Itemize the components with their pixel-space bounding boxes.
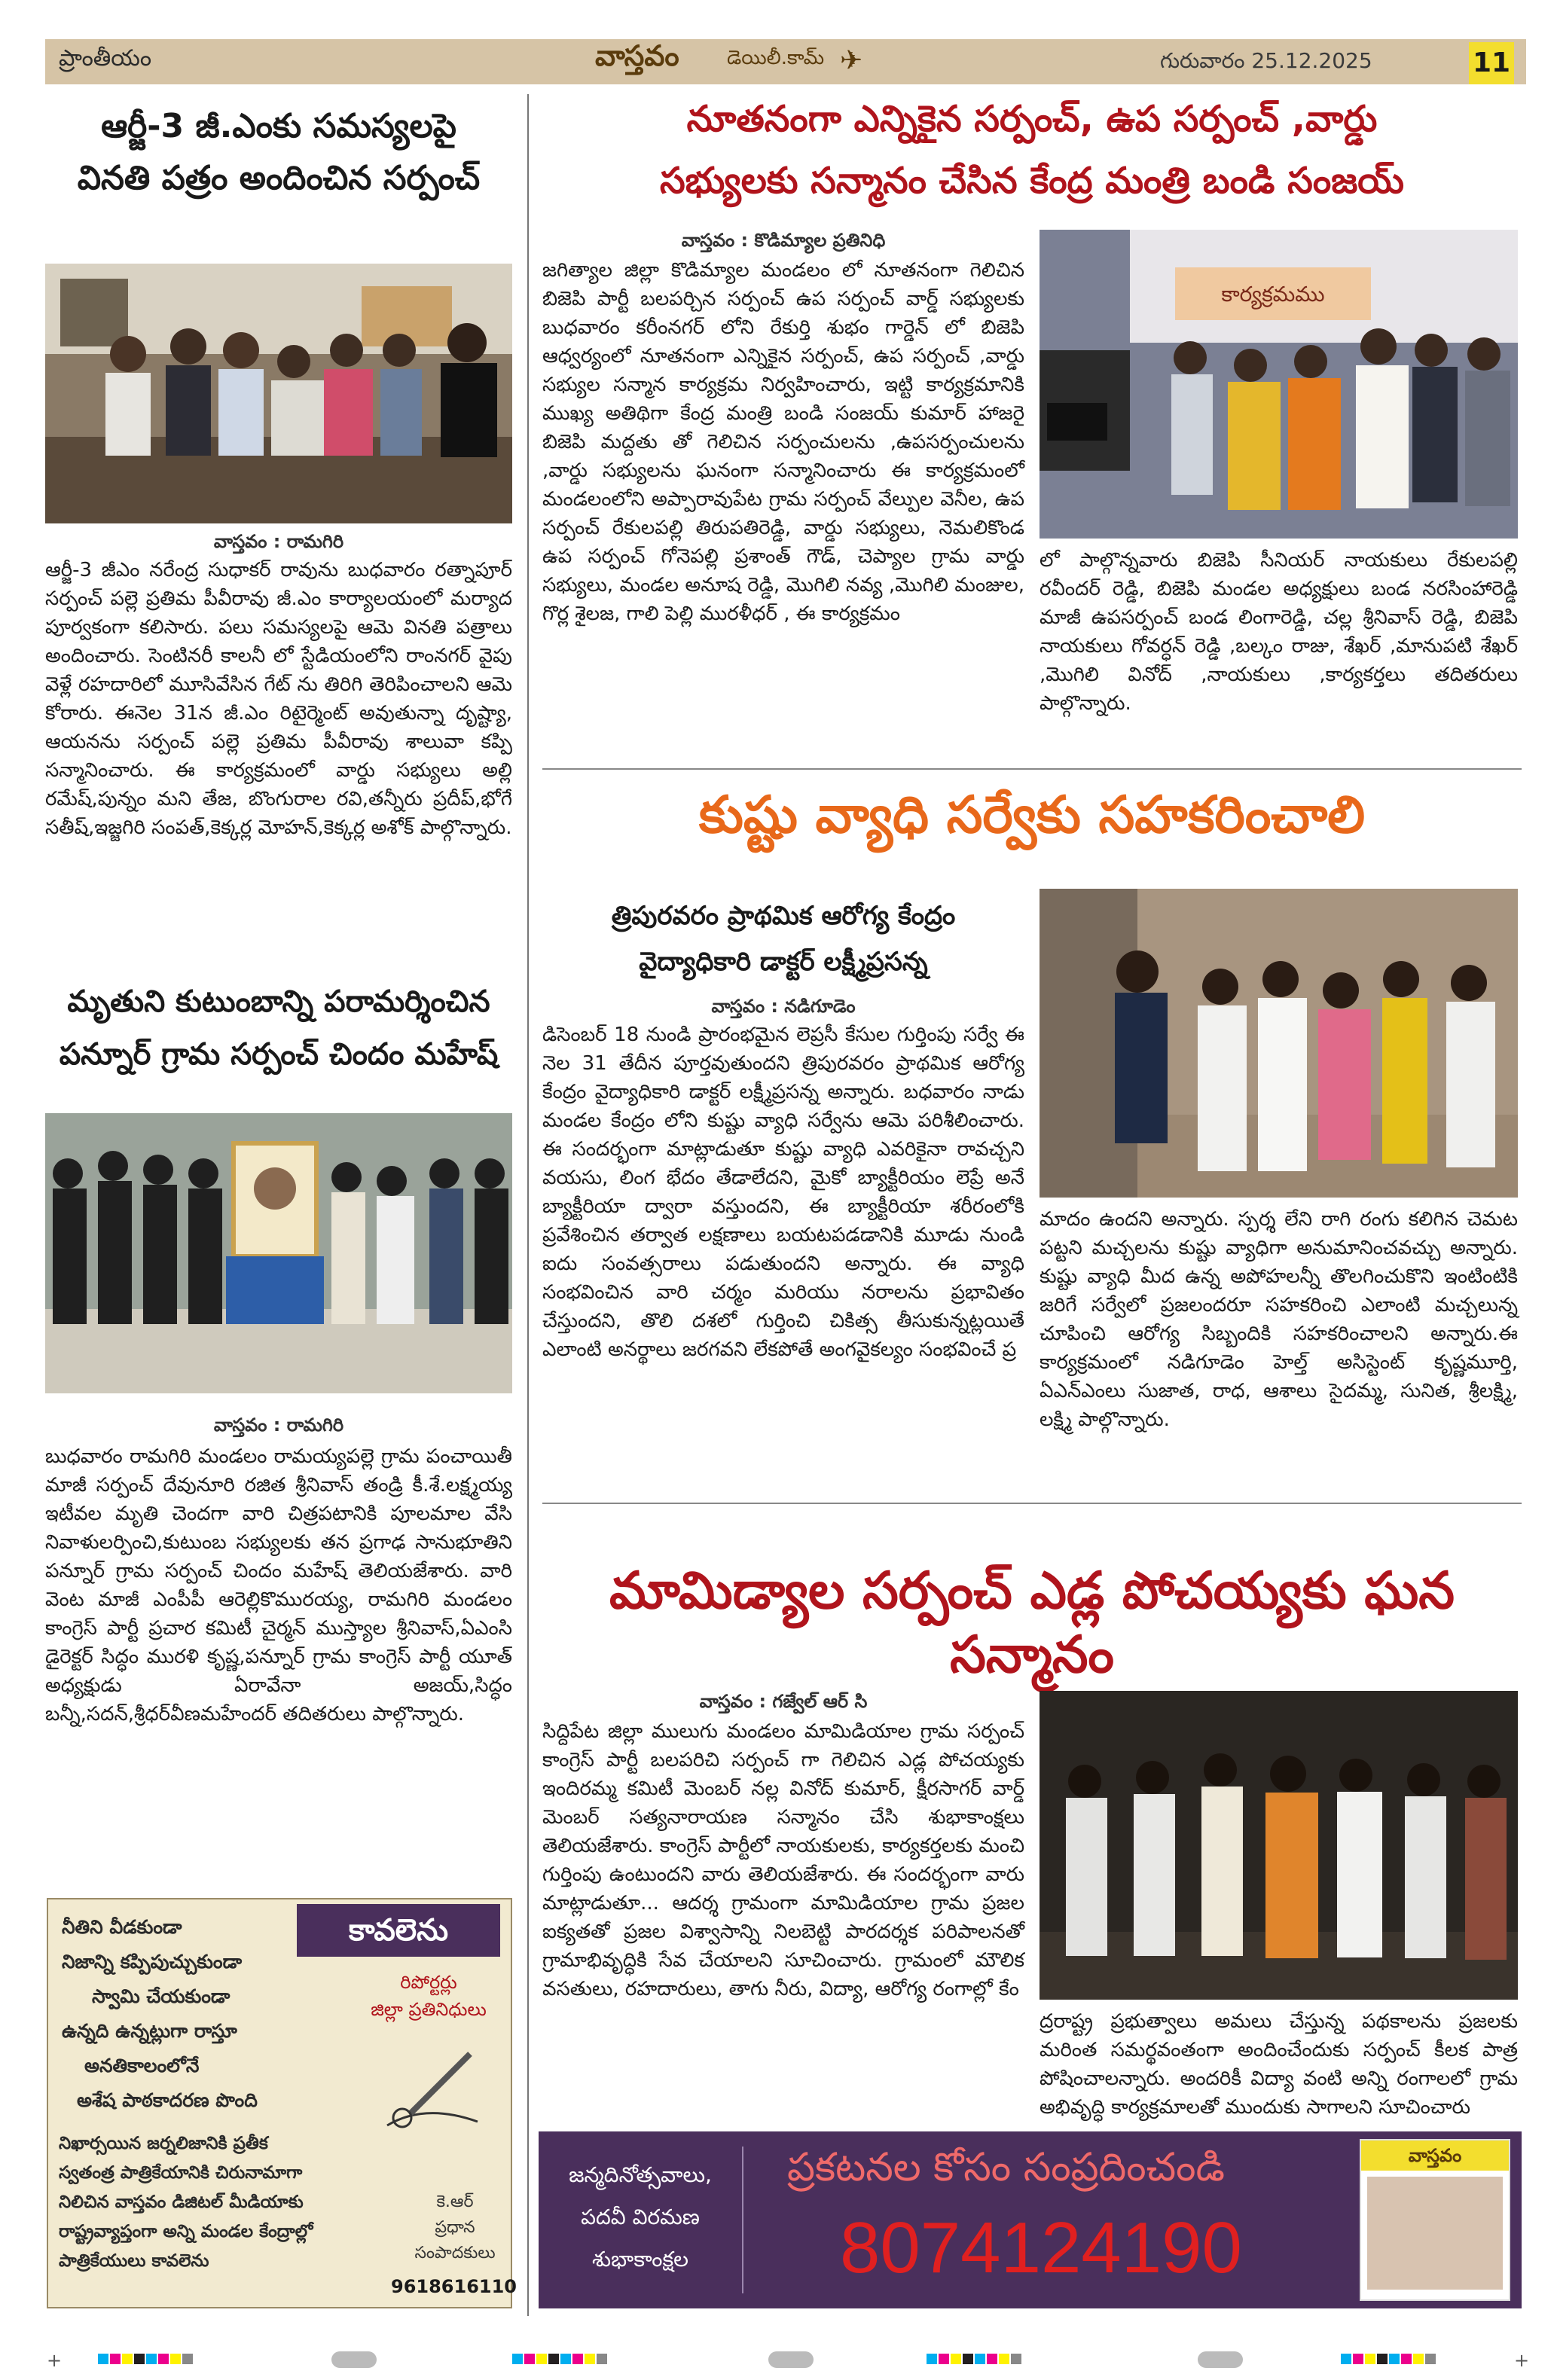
ad-line: నీతిని వీడకుండా [62,1916,182,1938]
ad-wanted [357,1969,500,2023]
story-rgm-photo [45,264,512,523]
bird-logo-icon: ✈ [840,45,863,76]
crop-mark-icon: + [1514,2350,1530,2371]
story-rgm-headline [45,105,512,199]
thumb-masthead: వాస్తవం [1361,2140,1509,2171]
story-condolence-photo [45,1113,512,1393]
ad-paper-thumbnail [1360,2139,1510,2301]
section-label: ప్రాంతీయం [59,45,152,72]
ad-lines [62,1910,348,2118]
story-leprosy-body-left: డిసెంబర్ 18 నుండి ప్రారంభమైన లెప్రసీ కేసుల గుర్తింపు సర్వే ఈ నెల 31 తేదీన పూర్తవుతుందని త్రిపురవరం ప్రాథమిక ఆరోగ్య కేంద్రం వైద్యాధికారి డాక్టర్ లక్ష్మీప్రసన్న అన్నారు. బధవారం నాడు మండల కేంద్రం లోని కుష్టు వ్యాధి సర్వేను ఆమె పరిశీలించారు. ఈ సందర్భంగా మాట్లాడుతూ కుష్టు వ్యాధి ఎవరికైనా రావచ్చని వయసు, లింగ భేదం తేడాలేదని, మైకో బ్యాక్టీరియం లెప్రే అనే బ్యాక్టీరియా ద్వారా వస్తుందని, ఈ బ్యాక్టీరియా శరీరంలోకి ప్రవేశించిన తర్వాత లక్షణాలు బయటపడడానికి మూడు నుండి ఐదు సంవత్సరాలు పడుతుందని అన్నారు. ఈ వ్యాధి సంభవించిన వారి చర్మం మరియు నరాలను ప్రభావితం చేస్తుందని, తొలి దశలో గుర్తించి చికిత్స తీసుకున్నట్లయితే ఎలాంటి అనర్థాలు జరగవని లేకపోతే అంగవైకల్యం సంభవించే ప్ర [542,1024,1024,1361]
subhead-line: త్రిపురవరం ప్రాథమిక ఆరోగ్య కేంద్రం [611,901,956,931]
story-mamidyala-photo [1040,1691,1518,2000]
pen-writing-icon [380,2043,485,2133]
ad-occasion-line: శుభాకాంక్షల [592,2247,688,2272]
headline-line: సభ్యులకు సన్మానం చేసిన కేంద్ర మంత్రి బండి సంజయ్ [659,160,1405,202]
ad-contact-phone: 8074124190 [840,2208,1242,2288]
color-registration-strip [512,2354,607,2364]
ad-line: ఉన్నది ఉన్నట్లుగా రాస్తూ [62,2020,237,2042]
reporters-wanted-ad [47,1898,517,2308]
headline-line: పన్నూర్ గ్రామ సర్పంచ్ చిందం మహేష్ [59,1037,499,1072]
story-condolence-headline [45,983,512,1073]
ads-contact-banner [539,2131,1522,2308]
ad-line: రాష్ట్రవ్యాప్తంగా అన్ని మండల కేంద్రాల్లో [59,2222,313,2241]
ad-title: కావలెను [297,1904,500,1957]
ad-contact-line: ప్రధాన [435,2218,475,2237]
color-registration-strip [98,2354,193,2364]
color-registration-strip [1341,2354,1436,2364]
story-rgm-body: ఆర్జీ-3 జీఎం నరేంద్ర సుధాకర్ రావును బుధవారం రత్నాపూర్ సర్పంచ్ పల్లె ప్రతిమ పీవీరావు జీ.ఎం కార్యాలయంలో మర్యాద పూర్వకంగా కలిసారు. పలు సమస్యలపై ఆమె వినతి పత్రాలు అందించారు. సెంటినరీ కాలనీ లో స్టేడియంలోని రాంనగర్ వైపు వెళ్లే రహదారిలో మూసివేసిన గేట్ ను తిరిగి తెరిపించాలని ఆమె కోరారు. ఈనెల 31న జీ.ఎం రిటైర్మెంట్ అవుతున్నా దృష్ట్యా, ఆయనను సర్పంచ్ పల్లె ప్రతిమ పీవీరావు శాలువా కప్పి సన్మానించారు. ఈ కార్యక్రమంలో వార్డు సభ్యులు అల్లి రమేష్,పున్నం మని తేజ, బొంగురాల రవి,తన్నీరు ప్రదీప్,భోగే సతీష్,ఇజ్జగిరి సంపత్,కెక్కర్ల మోహన్,కెక్కర్ల అశోక్ పాల్గొన్నారు. [45,559,512,839]
ad-line: నిఖార్సయిన జర్నలిజానికి ప్రతీక [59,2134,268,2153]
story-mamidyala-body-left: సిద్దిపేట జిల్లా ములుగు మండలం మామిడియాల గ్రామ సర్పంచ్ కాంగ్రెస్ పార్టీ బలపరిచి సర్పంచ్ గా గెలిచిన ఎడ్ల పోచయ్యకు ఇందిరమ్మ కమిటీ మెంబర్ నల్ల వినోద్ కుమార్, క్షీరసాగర్ వార్డ్ మెంబర్ సత్యనారాయణ సన్మానం చేసి శుభాకాంక్షలు తెలియజేశారు. కాంగ్రెస్ పార్టీలో నాయకులకు, కార్యకర్తలకు మంచి గుర్తింపు ఉంటుందని వారు తెలియజేశారు. ఈ సందర్భంగా వారు మాట్లాడుతూ... ఆదర్శ గ్రామంగా మామిడియాల గ్రామ ప్రజల ఐక్యతతో ప్రజల విశ్వాసాన్ని నిలబెట్టి పారదర్శక పరిపాలనతో గ్రామాభివృద్ధికి సేవ చేయాలని సూచించారు. గ్రామంలో మౌలిక వసతులు, రహదారులు, తాగు నీరు, విద్యా, ఆరోగ్య రంగాల్లో కేం [542,1720,1024,2000]
registration-pill [768,2351,814,2368]
story-bandi-headline [542,96,1522,203]
headline-line: నూతనంగా ఎన్నికైన సర్పంచ్, ఉప సర్పంచ్ ,వార్డు [686,98,1378,140]
ad-contact [402,2189,508,2266]
registration-pill [331,2351,377,2368]
story-condolence-body: బుధవారం రామగిరి మండలం రామయ్యపల్లె గ్రామ పంచాయితీ మాజీ సర్పంచ్ దేవునూరి రజిత శ్రీనివాస్ తండ్రి కీ.శే.లక్ష్మయ్య ఇటీవల మృతి చెందగా వారి చిత్రపటానికి పూలమాల వేసి నివాళులర్పించి,కుటుంబ సభ్యులకు తన ప్రగాఢ సానుభూతిని పన్నూర్ గ్రామ సర్పంచ్ చిందం మహేష్ తెలియజేశారు. వారి వెంట మాజీ ఎంపీపీ ఆరెల్లికొమురయ్య, రామగిరి మండలం కాంగ్రెస్ పార్టీ ప్రచార కమిటీ చైర్మన్ ముస్త్యాల శ్రీనివాస్,ఏఎంసి డైరెక్టర్ సిద్ధం మురళి కృష్ణ,పన్నూర్ గ్రామ కాంగ్రెస్ పార్టీ యూత్ అధ్యక్షుడు ఏరావేనా అజయ్,సిద్ధం బన్నీ,సదన్,శ్రీధర్‌వీణమహేందర్ తదితరులు పాల్గొన్నారు. [45,1445,512,1726]
crop-mark-icon: + [47,2350,63,2371]
issue-date: గురువారం 25.12.2025 [1160,48,1372,73]
story-mamidyala-byline: వాస్తవం : గజ్వేల్ ఆర్ సి [699,1691,868,1712]
ad-phone: 9618616110 [391,2276,517,2297]
masthead-site: డెయిలీ.కామ్ [727,47,825,69]
story-bandi-photo [1040,230,1518,539]
ad-wanted-line: రిపోర్టర్లు [400,1972,457,1993]
ad-line: స్వతంత్ర పాత్రికేయానికి చిరునామాగా [59,2163,303,2183]
ad-line: అనతికాలంలోనే [84,2055,200,2076]
headline-line: మృతుని కుటుంబాన్ని పరామర్శించిన [67,984,490,1019]
ad-line: నిలిచిన వాస్తవం డిజిటల్ మీడియాకు [59,2192,304,2212]
ad-occasions [554,2154,727,2281]
ad-wanted-line: జిల్లా ప్రతినిధులు [371,1999,487,2020]
story-leprosy-photo [1040,889,1518,1198]
story-condolence-byline: వాస్తవం : రామగిరి [213,1414,344,1436]
headline-line: ఆర్జీ-3 జీ.ఎంకు సమస్యలపై [101,107,456,145]
story-mamidyala-body-right: ద్రరాష్ట్ర ప్రభుత్వాలు అమలు చేస్తున్న పథకాలను ప్రజలకు మరింత సమర్థవంతంగా అందించేందుకు సర్పంచ్ కీలక పాత్ర పోషించాలన్నారు. అందరికీ విద్యా వంటి అన్ని రంగాలలో గ్రామ అభివృద్ధి కార్యక్రమాలతో ముందుకు సాగాలని సూచించారు [1040,2010,1518,2119]
story-bandi-byline: వాస్తవం : కొడిమ్యాల ప్రతినిధి [681,230,886,251]
ad-line: నిజాన్ని కప్పిపుచ్చుకుండా [62,1951,243,1973]
page-number-badge: 11 [1469,42,1514,84]
story-leprosy-headline: కుష్టు వ్యాధి సర్వేకు సహకరించాలి [698,786,1366,845]
color-registration-strip [927,2354,1021,2364]
story-bandi-body-left: జగిత్యాల జిల్లా కొడిమ్యాల మండలం లో నూతనంగా గెలిచిన బిజెపి పార్టీ బలపర్చిన సర్పంచ్ ఉప సర్పంచ్ వార్డ్ సభ్యులకు బుధవారం కరీంనగర్ లోని రేకుర్తి శుభం గార్డెన్ లో బిజెపి ఆధ్వర్యంలో నూతనంగా ఎన్నికైన సర్పంచ్, ఉప సర్పంచ్ ,వార్డు సభ్యుల సన్మాన కార్యక్రమ నిర్వహించారు, ఇట్టి కార్యక్రమానికి ముఖ్య అతిథిగా కేంద్ర మంత్రి బండి సంజయ్ కుమార్ హాజరై బిజెపి మద్దతు తో గెలిచిన సర్పంచులను ,ఉపసర్పంచులను ,వార్డు సభ్యులను ఘనంగా సన్మానించారు ఈ కార్యక్రమంలో మండలంలోని అప్పారావుపేట గ్రామ సర్పంచ్ వేల్పుల వెనీల, ఉప సర్పంచ్ రేకులపల్లి తిరుపతిరెడ్డి, వార్డు సభ్యులు, నెమలికొండ ఉప సర్పంచ్ గోనెపల్లి ప్రశాంత్ గౌడ్, చెప్యాల గ్రామ వార్డు సభ్యులు, మండల అనూష రెడ్డి, మొగిలి నవ్య ,మొగిలి మంజుల, గొర్ల శైలజ, గాలి పెల్లి మురళీధర్ , ఈ కార్యక్రమం [542,259,1024,625]
registration-pill [1198,2351,1243,2368]
ad-line: స్వామి చేయకుండా [92,1985,230,2007]
story-mamidyala-headline: మామిడ్యాల సర్పంచ్ ఎడ్ల పోచయ్యకు ఘన సన్మానం [609,1561,1455,1685]
svg-text:కార్యక్రమము: కార్యక్రమము [1221,282,1325,307]
story-bandi-body-right: లో పాల్గొన్నవారు బిజెపి సీనియర్ నాయకులు రేకులపల్లి రవీందర్ రెడ్డి, బిజెపి మండల అధ్యక్షులు బండ నరసింహారెడ్డి మాజీ ఉపసర్పంచ్ బండ లింగారెడ్డి, చల్ల శ్రీనివాస్ రెడ్డి, బిజెపి నాయకులు గోవర్ధన్ రెడ్డి ,బల్కం రాజు, శేఖర్ ,మానుపటి శేఖర్ ,మొగిలి వినోద్ ,నాయకులు ,కార్యకర్తలు తదితరులు పాల్గొన్నారు. [1040,549,1518,715]
story-leprosy-subhead [542,900,1024,978]
story-leprosy-byline: వాస్తవం : నడిగూడెం [711,996,856,1017]
ad-contact-line: సంపాదకులు [414,2244,496,2263]
masthead-title: వాస్తవం [595,39,679,72]
subhead-line: వైద్యాధికారి డాక్టర్ లక్ష్మీప్రసన్న [639,946,928,977]
ad-line: పాత్రికేయులు కావలెను [59,2251,209,2271]
ad-line: అశేష పాఠకాదరణ పొంది [77,2089,258,2111]
story-rgm-byline: వాస్తవం : రామగిరి [213,531,344,552]
story-leprosy-body-right: మాదం ఉందని అన్నారు. స్పర్శ లేని రాగి రంగు కలిగిన చెమట పట్టని మచ్చలను కుష్టు వ్యాధిగా అనుమానించవచ్చు అన్నారు. కుష్టు వ్యాధి మీద ఉన్న అపోహలన్నీ తొలగించుకొని ఇంటింటికి జరిగే సర్వేలో ప్రజలందరూ సహకరించి ఎలాంటి మచ్చలున్న చూపించి ఆరోగ్య సిబ్బందికి సహకరించాలని అన్నారు.ఈ కార్యక్రమంలో నడిగూడెం హెల్త్ అసిస్టెంట్ కృష్ణమూర్తి, ఏఎన్ఎంలు సుజాత, రాధ, ఆశాలు సైదమ్మ, సునిత, శ్రీలక్ష్మి, లక్ష్మి పాల్గొన్నారు. [1040,1208,1518,1431]
ad-occasion-line: జన్మదినోత్సవాలు, [569,2162,712,2187]
ad-contact-headline: ప్రకటనల కోసం సంప్రదించండి [787,2145,1225,2190]
ad-occasion-line: పదవీ విరమణ [581,2205,700,2229]
headline-line: వినతి పత్రం అందించిన సర్పంచ్ [77,159,481,197]
ad-contact-line: కె.ఆర్ [436,2192,474,2211]
ad-lines-bottom [59,2129,390,2276]
